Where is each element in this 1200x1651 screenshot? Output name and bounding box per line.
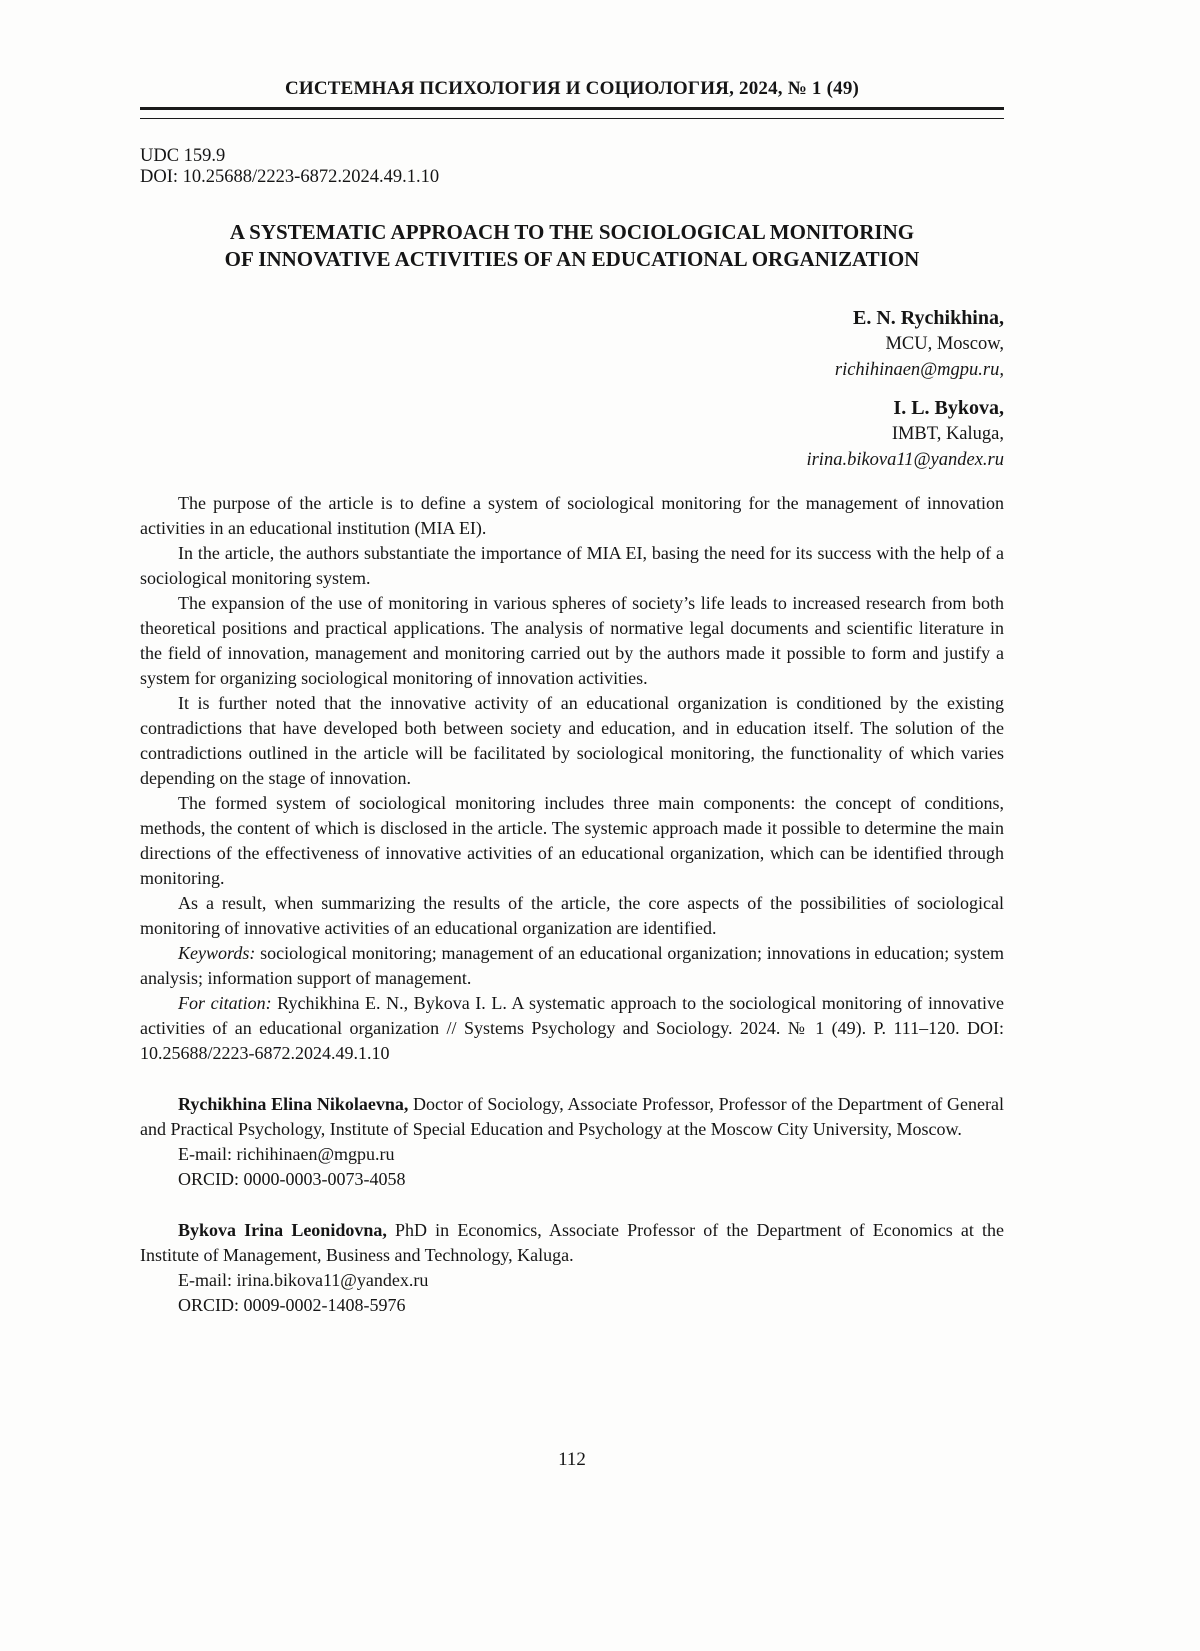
abstract-paragraph: In the article, the authors substantiate the importance of MIA EI, basing the need for its success with the help of a sociological monitoring system.	[140, 543, 1004, 588]
article-title-line-2: OF INNOVATIVE ACTIVITIES OF AN EDUCATIONAL ORGANIZATION	[224, 247, 920, 271]
author-email: richihinaen@mgpu.ru,	[834, 360, 1004, 380]
bio-email-line: E-mail: richihinaen@mgpu.ru	[178, 1144, 395, 1164]
bio-name: Rychikhina Elina Nikolaevna,	[178, 1094, 409, 1114]
author-name: E. N. Rychikhina,	[852, 307, 1004, 329]
author-name: I. L. Bykova,	[893, 397, 1004, 419]
article-title-line-1: A SYSTEMATIC APPROACH TO THE SOCIOLOGICAL MONITORING	[229, 220, 915, 244]
abstract-paragraph: The expansion of the use of monitoring in various spheres of society’s life leads to increased research from both theoretical positions and practical applications. The analysis of normative legal documents and scientific literature in the field of innovation, management and monitoring carried out by the authors made it possible to form and justify a system for organizing sociological monitoring of innovation activities.	[140, 593, 1004, 688]
bio-paragraph	[140, 1218, 1004, 1268]
author-block	[140, 305, 1004, 383]
bio-text: Doctor of Sociology, Associate Professor, Professor of the Department of General and Practical Psychology, Institute of Special Education and Psychology at the Moscow City University, Moscow.	[140, 1094, 1005, 1139]
udc-line: UDC 159.9	[140, 146, 226, 166]
journal-header: СИСТЕМНАЯ ПСИХОЛОГИЯ И СОЦИОЛОГИЯ, 2024, № 1 (49)	[284, 78, 860, 99]
citation-paragraph	[140, 991, 1004, 1066]
article-title	[140, 219, 1004, 273]
keywords-label: Keywords:	[178, 943, 256, 963]
abstract-paragraph: As a result, when summarizing the results of the article, the core aspects of the possibilities of sociological monitoring of innovative activities of an educational organization are identified.	[140, 893, 1004, 938]
abstract	[140, 491, 1004, 941]
author-email: irina.bikova11@yandex.ru	[806, 450, 1004, 470]
article-meta	[140, 146, 1004, 188]
header-rule	[140, 107, 1004, 119]
bio-orcid-line: ORCID: 0009-0002-1408-5976	[178, 1295, 406, 1315]
page-number: 112	[558, 1449, 586, 1470]
bio-paragraph	[140, 1092, 1004, 1142]
abstract-paragraph: The formed system of sociological monitoring includes three main components: the concept of conditions, methods, the content of which is disclosed in the article. The systemic approach made it possible to determine the main directions of the effectiveness of innovative activities of an educational organization, which can be identified through monitoring.	[140, 793, 1004, 888]
page-footer	[140, 1448, 1004, 1472]
author-affiliation: IMBT, Kaluga,	[891, 424, 1004, 444]
abstract-paragraph: It is further noted that the innovative activity of an educational organization is conditioned by the existing contradictions that have developed both between society and education, and in education itself. The solution of the contradictions outlined in the article will be facilitated by sociological monitoring, the functionality of which varies depending on the stage of innovation.	[140, 693, 1004, 788]
doi-line: DOI: 10.25688/2223-6872.2024.49.1.10	[140, 167, 440, 187]
author-bio	[140, 1218, 1004, 1318]
bio-email-line: E-mail: irina.bikova11@yandex.ru	[178, 1270, 429, 1290]
keywords-paragraph	[140, 941, 1004, 991]
citation-label: For citation:	[178, 993, 272, 1013]
author-bio	[140, 1092, 1004, 1192]
authors-block	[140, 305, 1004, 473]
citation-text: Rychikhina E. N., Bykova I. L. A systematic approach to the sociological monitoring of innovative activities of an educational organization // Systems Psychology and Sociology. 2024. № 1 (49). P. 111–120. DOI: 10.25688/2223-6872.2024.49.1.10	[140, 993, 1004, 1063]
bio-name: Bykova Irina Leonidovna,	[178, 1220, 387, 1240]
bio-text: PhD in Economics, Associate Professor of the Department of Economics at the Institute of Management, Business and Technology, Kaluga.	[140, 1220, 1005, 1265]
author-block	[140, 395, 1004, 473]
abstract-paragraph: The purpose of the article is to define a system of sociological monitoring for the management of innovation activities in an educational institution (MIA EI).	[140, 493, 1004, 538]
bio-orcid-line: ORCID: 0000-0003-0073-4058	[178, 1169, 406, 1189]
keywords-text: sociological monitoring; management of an educational organization; innovations in education; system analysis; information support of management.	[140, 943, 1004, 988]
author-affiliation: MCU, Moscow,	[885, 334, 1004, 354]
